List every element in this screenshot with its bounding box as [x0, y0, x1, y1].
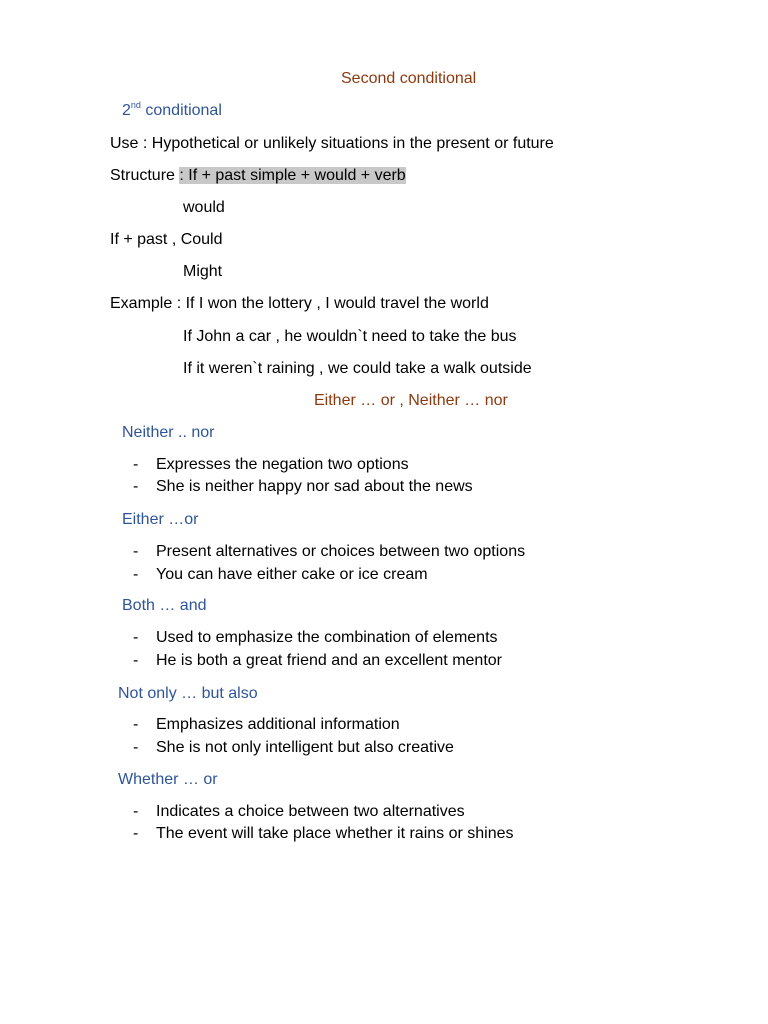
list-item: The event will take place whether it rains or shines	[156, 825, 514, 842]
if-past-line: If + past , Could	[110, 231, 223, 248]
list-item: Emphasizes additional information	[156, 716, 400, 733]
section-heading-either-or: Either …or	[122, 511, 199, 528]
bullet-dash: -	[133, 629, 139, 646]
example-line: Example : If I won the lottery , I would travel the world	[110, 295, 489, 312]
list-item: She is not only intelligent but also creative	[156, 739, 454, 756]
structure-label: Structure	[110, 167, 180, 184]
section-heading-neither-nor: Neither .. nor	[122, 424, 215, 441]
section-heading-not-only-but-also: Not only … but also	[118, 685, 258, 702]
bullet-dash: -	[133, 566, 139, 583]
list-item: Indicates a choice between two alternatives	[156, 803, 465, 820]
list-item: She is neither happy nor sad about the news	[156, 478, 473, 495]
heading-superscript: nd	[130, 100, 141, 110]
section-heading-both-and: Both … and	[122, 597, 207, 614]
bullet-dash: -	[133, 825, 139, 842]
bullet-dash: -	[133, 543, 139, 560]
bullet-dash: -	[133, 478, 139, 495]
modal-would: would	[183, 199, 225, 216]
bullet-dash: -	[133, 456, 139, 473]
bullet-dash: -	[133, 739, 139, 756]
structure-line	[110, 166, 406, 186]
heading-text: conditional	[140, 102, 222, 119]
bullet-dash: -	[133, 652, 139, 669]
list-item: You can have either cake or ice cream	[156, 566, 428, 583]
list-item: He is both a great friend and an excellent mentor	[156, 652, 502, 669]
list-item: Present alternatives or choices between two options	[156, 543, 526, 560]
section-heading-whether-or: Whether … or	[118, 771, 218, 788]
section-title-either-neither: Either … or , Neither … nor	[314, 392, 508, 409]
heading-number: 2	[122, 102, 131, 119]
page-title: Second conditional	[341, 70, 477, 87]
list-item: Used to emphasize the combination of elements	[156, 629, 498, 646]
example-line-3: If it weren`t raining , we could take a walk outside	[183, 360, 532, 377]
example-line-2: If John a car , he wouldn`t need to take the bus	[183, 328, 517, 345]
heading-second-conditional	[122, 101, 222, 121]
bullet-dash: -	[133, 803, 139, 820]
modal-might: Might	[183, 263, 223, 280]
use-line: Use : Hypothetical or unlikely situations in the present or future	[110, 135, 554, 152]
bullet-dash: -	[133, 716, 139, 733]
list-item: Expresses the negation two options	[156, 456, 409, 473]
structure-highlight: : If + past simple + would + verb	[179, 167, 406, 184]
